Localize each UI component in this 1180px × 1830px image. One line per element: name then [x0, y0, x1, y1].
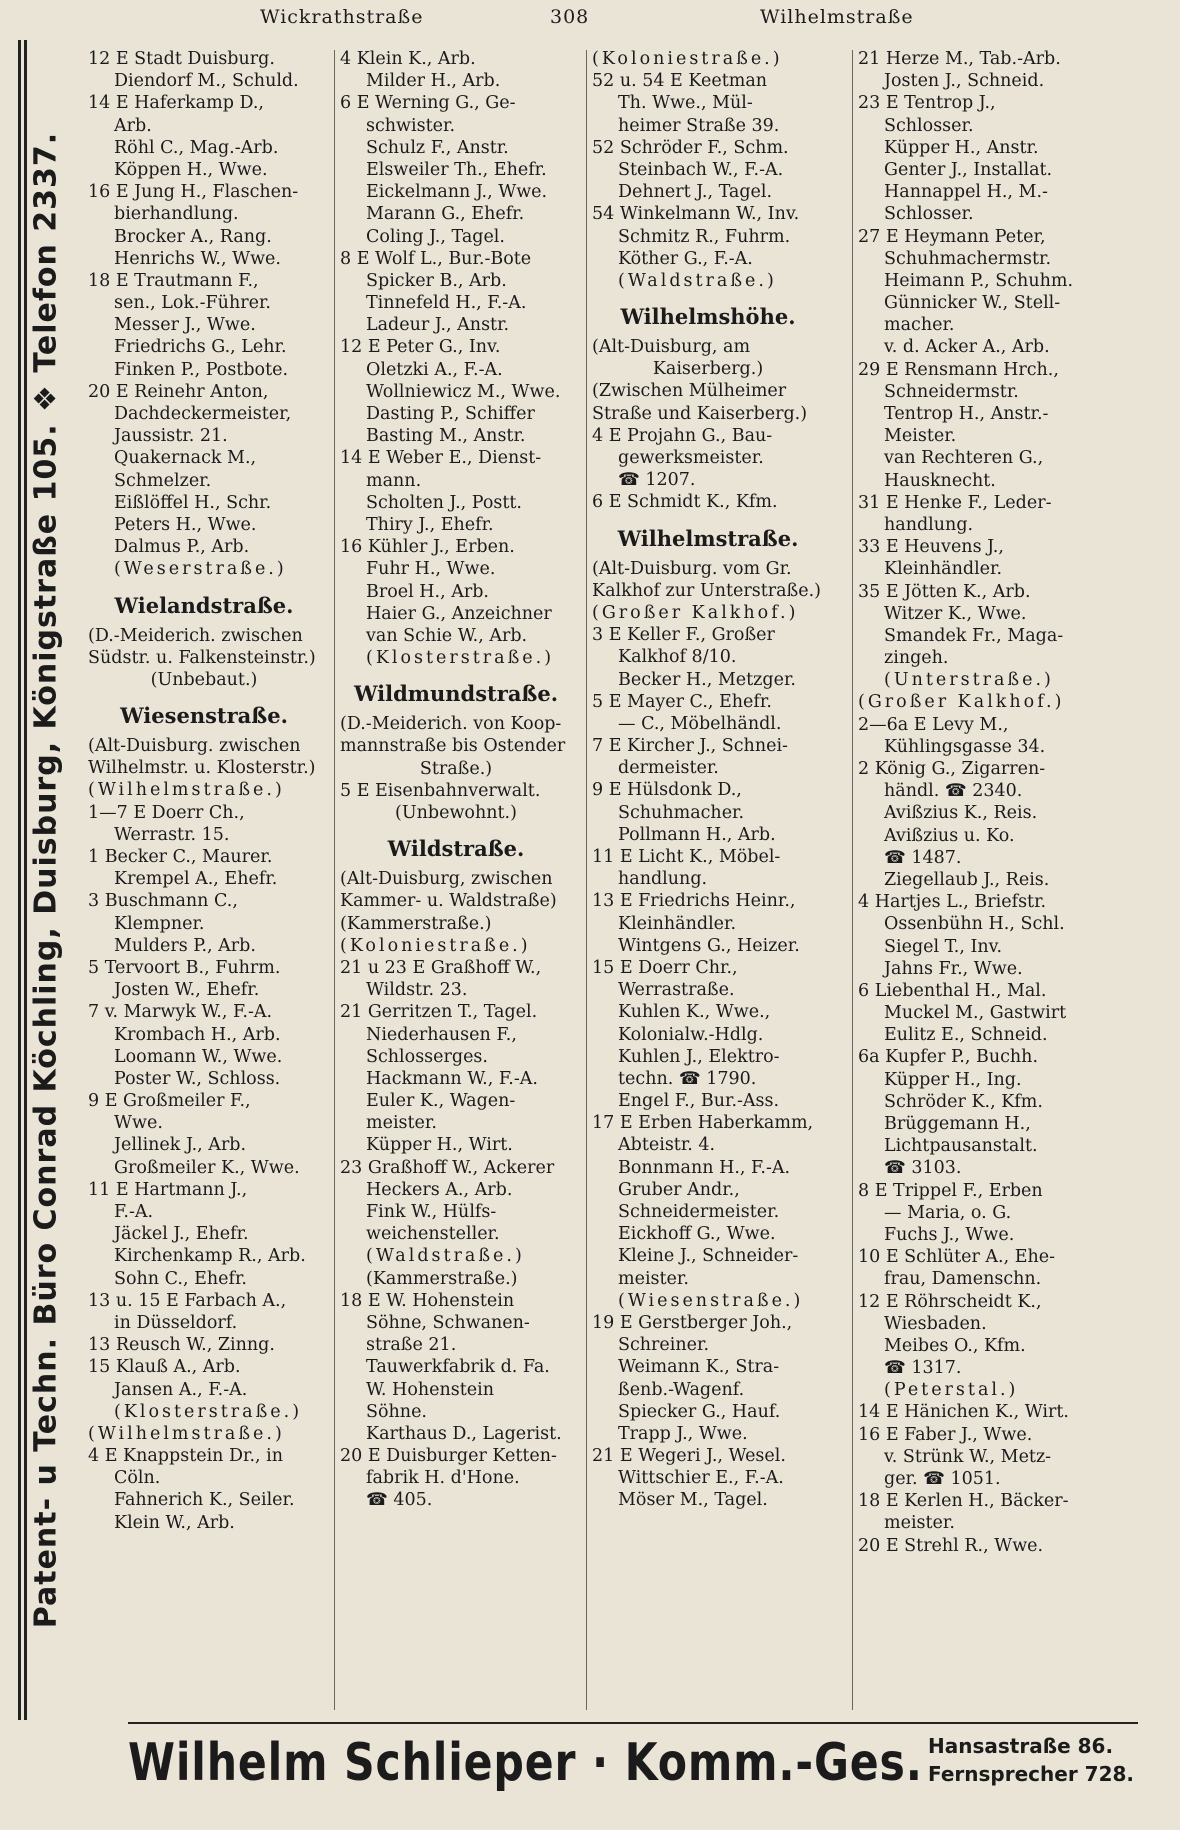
entry-continuation: straße 21.	[366, 1335, 457, 1356]
entry-continuation: Heimann P., Schuhm.	[884, 270, 1074, 291]
entry-continuation: Klempner.	[114, 913, 205, 934]
entry-continuation: Poster W., Schloss.	[114, 1068, 281, 1089]
entry-line: Wilhelmstr. u. Klosterstr.)	[88, 758, 316, 779]
entry-line: 52 u. 54 E Keetman	[592, 71, 768, 92]
entry-continuation: ☎ 405.	[366, 1490, 433, 1511]
entry-continuation: Tinnefeld H., F.-A.	[366, 293, 527, 314]
entry-line: 16 Kühler J., Erben.	[340, 537, 515, 558]
entry-continuation: Oletzki A., F.-A.	[366, 359, 503, 380]
street-heading: Wildmundstraße.	[353, 681, 559, 707]
entry-continuation: macher.	[884, 315, 955, 336]
entry-line: 16 E Faber J., Wwe.	[858, 1424, 1033, 1445]
column-4	[858, 48, 1138, 1557]
entry-continuation: handlung.	[618, 869, 708, 890]
sidebar-advert	[16, 40, 68, 1720]
street-note: Kaiserberg.)	[652, 359, 764, 380]
column-divider	[334, 50, 335, 1710]
entry-continuation: Thiry J., Ehefr.	[366, 514, 494, 535]
entry-continuation: Engel F., Bur.-Ass.	[618, 1091, 780, 1112]
entry-line: 31 E Henke F., Leder-	[858, 492, 1052, 513]
entry-line: 2 König G., Zigarren-	[858, 759, 1046, 779]
column-3	[592, 48, 824, 1512]
entry-continuation: Dalmus P., Arb.	[114, 537, 250, 558]
entry-continuation: Haier G., Anzeichner	[366, 603, 552, 624]
running-header	[60, 6, 1130, 32]
entry-continuation: Spiecker G., Hauf.	[618, 1401, 781, 1422]
entry-continuation: Jahns Fr., Wwe.	[884, 958, 1023, 979]
entry-continuation: Kleine J., Schneider-	[618, 1246, 799, 1267]
entry-continuation: Coling J., Tagel.	[366, 226, 505, 247]
entry-continuation: Diendorf M., Schuld.	[114, 71, 299, 92]
entry-continuation: Kuhlen J., Elektro-	[618, 1046, 780, 1067]
entry-continuation: Schneidermstr.	[884, 381, 1019, 402]
entry-continuation: Ziegellaub J., Reis.	[884, 869, 1050, 890]
entry-continuation: Schuhmachermstr.	[884, 248, 1052, 269]
entry-continuation: Schneidermeister.	[618, 1202, 780, 1222]
entry-continuation: Günnicker W., Stell-	[884, 293, 1061, 314]
entry-continuation: Arb.	[114, 115, 152, 136]
entry-continuation: Messer J., Wwe.	[114, 315, 256, 336]
entry-line: (Alt-Duisburg. zwischen	[88, 736, 301, 757]
header-right: Wilhelmstraße	[760, 6, 914, 28]
entry-line: 35 E Jötten K., Arb.	[858, 581, 1031, 602]
entry-continuation: Witzer K., Wwe.	[884, 603, 1027, 624]
cross-street: (Wilhelmstraße.)	[88, 780, 285, 801]
entry-continuation: Gruber Andr.,	[618, 1179, 740, 1200]
entry-continuation: Friedrichs G., Lehr.	[114, 337, 287, 358]
entry-line: 5 E Mayer C., Ehefr.	[592, 691, 772, 712]
entry-continuation: v. Strünk W., Metz-	[884, 1446, 1052, 1467]
entry-line: (Alt-Duisburg, am	[592, 337, 751, 358]
entry-line: Kalkhof zur Unterstraße.)	[592, 580, 821, 601]
entry-continuation: Jansen A., F.-A.	[114, 1379, 248, 1400]
entry-continuation: Köther G., F.-A.	[618, 248, 753, 269]
entry-continuation: Spicker B., Arb.	[366, 270, 507, 291]
entry-continuation: Genter J., Installat.	[884, 159, 1053, 180]
column-2	[340, 48, 572, 1512]
entry-continuation: Schuhmacher.	[618, 802, 745, 823]
entry-line: 20 E Duisburger Ketten-	[340, 1446, 557, 1467]
entry-continuation: Tentrop H., Anstr.-	[884, 404, 1049, 424]
entry-continuation: Dachdeckermeister,	[114, 404, 292, 424]
entry-continuation: Becker H., Metzger.	[618, 669, 796, 690]
entry-continuation: Avißzius u. Ko.	[884, 825, 1015, 846]
entry-line: 19 E Gerstberger Joh.,	[592, 1312, 793, 1333]
footer-company: Wilhelm Schlieper · Komm.-Ges.	[128, 1733, 923, 1793]
entry-line: 8 E Trippel F., Erben	[858, 1180, 1043, 1201]
entry-continuation: Avißzius K., Reis.	[884, 803, 1038, 824]
entry-continuation: Schmelzer.	[114, 470, 212, 491]
entry-continuation: Hannappel H., M.-	[884, 182, 1048, 203]
street-note: (Unbewohnt.)	[395, 803, 517, 823]
entry-continuation: Küpper H., Ing.	[884, 1069, 1022, 1090]
entry-continuation: Hausknecht.	[884, 470, 996, 491]
entry-line: 12 E Peter G., Inv.	[340, 337, 501, 358]
entry-continuation: weichensteller.	[366, 1224, 500, 1245]
entry-line: 18 E Trautmann F.,	[88, 270, 259, 291]
entry-continuation: sen., Lok.-Führer.	[114, 293, 271, 314]
entry-continuation: v. d. Acker A., Arb.	[884, 337, 1050, 358]
entry-continuation: Eißlöffel H., Schr.	[114, 492, 272, 513]
entry-line: 20 E Reinehr Anton,	[88, 381, 269, 402]
entry-continuation: Niederhausen F.,	[366, 1024, 517, 1045]
entry-continuation: van Schie W., Arb.	[366, 625, 528, 646]
entry-continuation: Kuhlen K., Wwe.,	[618, 1002, 771, 1023]
entry-line: 14 E Hänichen K., Wirt.	[858, 1402, 1069, 1423]
entry-continuation: techn. ☎ 1790.	[618, 1068, 757, 1089]
entry-continuation: Kleinhändler.	[618, 913, 737, 934]
entry-continuation: Meister.	[884, 426, 957, 447]
entry-line: (Alt-Duisburg, zwischen	[340, 869, 553, 890]
entry-continuation: meister.	[366, 1113, 437, 1134]
entry-line: 6 E Schmidt K., Kfm.	[592, 492, 778, 513]
column-divider	[586, 50, 587, 1710]
entry-line: 5 E Eisenbahnverwalt.	[340, 780, 541, 801]
entry-line: 4 E Projahn G., Bau-	[592, 425, 773, 446]
page-number: 308	[550, 6, 590, 28]
entry-continuation: Basting M., Anstr.	[366, 426, 526, 447]
entry-line: 9 E Hülsdonk D.,	[592, 780, 742, 801]
entry-line: 4 Klein K., Arb.	[340, 49, 476, 69]
entry-continuation: Jaussistr. 21.	[114, 426, 228, 447]
entry-continuation: frau, Damenschn.	[884, 1269, 1042, 1290]
entry-line: 6 Liebenthal H., Mal.	[858, 980, 1047, 1001]
column-1	[88, 48, 320, 1534]
cross-street: (Unterstraße.)	[884, 670, 1054, 691]
entry-continuation: Fuhr H., Wwe.	[366, 559, 496, 580]
entry-continuation: bierhandlung.	[114, 204, 239, 225]
entry-line: Kammer- u. Waldstraße)	[340, 891, 557, 912]
cross-street: (Koloniestraße.)	[340, 935, 531, 956]
entry-continuation: Scholten J., Postt.	[366, 492, 522, 513]
entry-line: 1—7 E Doerr Ch.,	[88, 802, 245, 823]
entry-line: 21 Herze M., Tab.-Arb.	[858, 49, 1061, 69]
footer-street: Hansastraße 86.	[928, 1734, 1114, 1758]
entry-line: 1 Becker C., Maurer.	[88, 847, 273, 867]
cross-street: (Klosterstraße.)	[114, 1401, 303, 1422]
entry-line: 18 E Kerlen H., Bäcker-	[858, 1491, 1069, 1512]
entry-line: 11 E Licht K., Möbel-	[592, 847, 781, 867]
entry-continuation: Heckers A., Arb.	[366, 1179, 513, 1200]
entry-line: 29 E Rensmann Hrch.,	[858, 359, 1059, 380]
entry-continuation: Wintgens G., Heizer.	[618, 935, 800, 956]
entry-line: Südstr. u. Falkensteinstr.)	[88, 647, 316, 668]
entry-continuation: Wiesbaden.	[884, 1313, 987, 1334]
entry-line: 4 E Knappstein Dr., in	[88, 1446, 284, 1467]
entry-line: 54 Winkelmann W., Inv.	[592, 204, 800, 225]
entry-line: 3 E Keller F., Großer	[592, 625, 775, 646]
entry-line: 6a Kupfer P., Buchh.	[858, 1047, 1039, 1068]
entry-line: 27 E Heymann Peter,	[858, 226, 1046, 247]
entry-continuation: Schröder K., Kfm.	[884, 1091, 1043, 1112]
entry-continuation: Mulders P., Arb.	[114, 935, 256, 956]
entry-continuation: Peters H., Wwe.	[114, 514, 257, 535]
entry-line: Straße und Kaiserberg.)	[592, 403, 808, 424]
footer-address	[928, 1732, 1134, 1788]
entry-continuation: Abteistr. 4.	[618, 1135, 716, 1156]
entry-continuation: ☎ 1207.	[618, 470, 696, 491]
entry-continuation: van Rechteren G.,	[884, 448, 1044, 469]
entry-continuation: Ossenbühn H., Schl.	[884, 914, 1065, 935]
entry-continuation: Küpper H., Anstr.	[884, 137, 1039, 158]
entry-continuation: ☎ 3103.	[884, 1158, 962, 1179]
entry-continuation: Söhne, Schwanen-	[366, 1312, 530, 1333]
entry-continuation: Milder H., Arb.	[366, 71, 501, 92]
entry-continuation: Eickelmann J., Wwe.	[366, 182, 548, 203]
entry-line: 15 E Doerr Chr.,	[592, 957, 738, 978]
cross-street: (Großer Kalkhof.)	[858, 692, 1065, 713]
entry-continuation: Elsweiler Th., Ehefr.	[366, 159, 547, 180]
entry-continuation: Jäckel J., Ehefr.	[114, 1224, 249, 1245]
street-heading: Wilhelmstraße.	[617, 525, 799, 551]
entry-continuation: Küpper H., Wirt.	[366, 1135, 513, 1156]
cross-street: (Großer Kalkhof.)	[592, 602, 799, 623]
entry-continuation: Henrichs W., Wwe.	[114, 248, 281, 269]
column-divider	[852, 50, 853, 1710]
entry-line: 14 E Weber E., Dienst-	[340, 448, 542, 469]
entry-line: 8 E Wolf L., Bur.-Bote	[340, 248, 532, 269]
street-note: (Unbebaut.)	[150, 669, 258, 690]
entry-continuation: — Maria, o. G.	[884, 1202, 1012, 1223]
entry-continuation: Cöln.	[114, 1468, 161, 1489]
footer-phone: Fernsprecher 728.	[928, 1762, 1134, 1786]
entry-continuation: Dehnert J., Tagel.	[618, 182, 773, 203]
entry-line: 13 u. 15 E Farbach A.,	[88, 1290, 287, 1311]
entry-line: 52 Schröder F., Schm.	[592, 137, 789, 158]
entry-line: 4 Hartjes L., Briefstr.	[858, 892, 1047, 913]
entry-continuation: Klein W., Arb.	[114, 1512, 235, 1533]
entry-continuation: ☎ 1487.	[884, 847, 962, 868]
entry-continuation: Wollniewicz M., Wwe.	[366, 381, 561, 402]
entry-line: 13 Reusch W., Zinng.	[88, 1335, 275, 1356]
entry-continuation: Euler K., Wagen-	[366, 1091, 516, 1112]
entry-continuation: Weimann K., Stra-	[618, 1357, 780, 1378]
entry-continuation: W. Hohenstein	[366, 1379, 494, 1400]
entry-line: 20 E Strehl R., Wwe.	[858, 1535, 1044, 1556]
entry-line: (D.-Meiderich. zwischen	[88, 625, 303, 646]
entry-line: 17 E Erben Haberkamm,	[592, 1113, 814, 1134]
entry-continuation: Pollmann H., Arb.	[618, 824, 776, 845]
entry-continuation: Wildstr. 23.	[366, 980, 468, 1001]
entry-continuation: Meibes O., Kfm.	[884, 1335, 1026, 1356]
entry-continuation: Eulitz E., Schneid.	[884, 1025, 1048, 1046]
entry-continuation: Broel H., Arb.	[366, 581, 489, 602]
entry-continuation: Smandek Fr., Maga-	[884, 625, 1064, 646]
entry-continuation: Kolonialw.-Hdlg.	[618, 1024, 764, 1045]
entry-continuation: Josten J., Schneid.	[884, 71, 1045, 92]
entry-line: 12 E Stadt Duisburg.	[88, 49, 275, 69]
entry-continuation: Möser M., Tagel.	[618, 1490, 768, 1511]
cross-street: (Klosterstraße.)	[366, 648, 555, 669]
sidebar-rule	[18, 40, 21, 1720]
entry-continuation: Muckel M., Gastwirt	[884, 1003, 1067, 1024]
entry-continuation: Großmeiler K., Wwe.	[114, 1157, 300, 1178]
entry-continuation: F.-A.	[114, 1202, 154, 1222]
entry-continuation: Siegel T., Inv.	[884, 936, 1003, 957]
cross-street: (Waldstraße.)	[366, 1246, 525, 1267]
entry-continuation: Wittschier E., F.-A.	[618, 1468, 784, 1489]
entry-continuation: Bonnmann H., F.-A.	[618, 1157, 791, 1178]
entry-continuation: in Düsseldorf.	[114, 1312, 238, 1333]
entry-continuation: Eickhoff G., Wwe.	[618, 1224, 776, 1245]
entry-continuation: Schreiner.	[618, 1335, 710, 1356]
entry-continuation: Loomann W., Wwe.	[114, 1046, 283, 1067]
entry-continuation: Kalkhof 8/10.	[618, 647, 737, 668]
entry-line: 23 Graßhoff W., Ackerer	[340, 1157, 555, 1178]
entry-line: 5 Tervoort B., Fuhrm.	[88, 957, 281, 978]
header-left: Wickrathstraße	[260, 6, 424, 28]
entry-continuation: ☎ 1317.	[884, 1358, 962, 1379]
entry-line: 33 E Heuvens J.,	[858, 537, 1004, 558]
entry-line: 15 Klauß A., Arb.	[88, 1357, 241, 1378]
entry-continuation: Trapp J., Wwe.	[618, 1423, 748, 1444]
entry-line: 11 E Hartmann J.,	[88, 1179, 248, 1200]
entry-continuation: handlung.	[884, 514, 974, 535]
entry-line: (Kammerstraße.)	[340, 913, 492, 934]
sidebar-rule	[24, 40, 27, 1720]
entry-continuation: Kühlingsgasse 34.	[884, 736, 1046, 757]
entry-continuation: zingeh.	[884, 648, 949, 669]
entry-line: 12 E Röhrscheidt K.,	[858, 1291, 1042, 1312]
entry-continuation: Steinbach W., F.-A.	[618, 159, 784, 180]
entry-continuation: fabrik H. d'Hone.	[366, 1468, 520, 1489]
entry-continuation: Marann G., Ehefr.	[366, 204, 525, 225]
entry-continuation: Schlosser.	[884, 115, 974, 136]
entry-line: (Alt-Duisburg. vom Gr.	[592, 558, 792, 579]
entry-continuation: Fink W., Hülfs-	[366, 1202, 497, 1222]
street-heading: Wilhelmshöhe.	[620, 304, 796, 330]
entry-continuation: Josten W., Ehefr.	[114, 980, 260, 1001]
cross-street: (Koloniestraße.)	[592, 49, 783, 69]
entry-continuation: Krombach H., Arb.	[114, 1024, 281, 1045]
street-heading: Wiesenstraße.	[120, 703, 288, 729]
entry-line: 7 E Kircher J., Schnei-	[592, 736, 788, 757]
entry-continuation: Finken P., Postbote.	[114, 359, 289, 380]
entry-continuation: Jellinek J., Arb.	[114, 1135, 247, 1156]
entry-line: 13 E Friedrichs Heinr.,	[592, 891, 796, 912]
entry-line: 3 Buschmann C.,	[88, 891, 238, 912]
entry-continuation: ßenb.-Wagenf.	[618, 1379, 745, 1400]
entry-continuation: schwister.	[366, 115, 456, 136]
entry-continuation: Tauwerkfabrik d. Fa.	[366, 1357, 550, 1378]
entry-continuation: Röhl C., Mag.-Arb.	[114, 137, 279, 158]
entry-line: 2—6a E Levy M.,	[858, 714, 1009, 735]
entry-continuation: Schlosserges.	[366, 1046, 488, 1067]
entry-continuation: Lichtpausanstalt.	[884, 1136, 1038, 1157]
cross-street: (Wiesenstraße.)	[618, 1290, 804, 1311]
entry-continuation: Kleinhändler.	[884, 559, 1003, 580]
footer-advert	[128, 1722, 1138, 1804]
street-heading: Wielandstraße.	[114, 592, 294, 618]
entry-continuation: Schmitz R., Fuhrm.	[618, 226, 791, 247]
entry-continuation: Wwe.	[114, 1113, 163, 1134]
entry-continuation: Dasting P., Schiffer	[366, 404, 535, 424]
entry-continuation: mann.	[366, 470, 422, 491]
entry-line: 9 E Großmeiler F.,	[88, 1091, 251, 1112]
entry-continuation: Kirchenkamp R., Arb.	[114, 1246, 306, 1267]
entry-continuation: Schlosser.	[884, 204, 974, 225]
entry-line: 18 E W. Hohenstein	[340, 1290, 515, 1311]
cross-street: (Weserstraße.)	[114, 559, 287, 580]
cross-street: (Wilhelmstraße.)	[88, 1423, 285, 1444]
street-note: Straße.)	[419, 758, 493, 779]
cross-street: (Peterstal.)	[884, 1380, 1019, 1401]
entry-continuation: Th. Wwe., Mül-	[618, 93, 753, 114]
cross-street: (Waldstraße.)	[618, 270, 777, 291]
entry-continuation: Krempel A., Ehefr.	[114, 869, 278, 890]
entry-continuation: — C., Möbelhändl.	[618, 713, 782, 734]
entry-continuation: Brüggemann H.,	[884, 1114, 1031, 1134]
entry-line: 10 E Schlüter A., Ehe-	[858, 1247, 1056, 1268]
entry-line: (D.-Meiderich. von Koop-	[340, 714, 562, 735]
entry-continuation: (Kammerstraße.)	[366, 1268, 518, 1289]
entry-line: 6 E Werning G., Ge-	[340, 93, 516, 114]
entry-continuation: Werrastr. 15.	[114, 824, 230, 845]
entry-continuation: gewerksmeister.	[618, 448, 764, 468]
entry-line: 16 E Jung H., Flaschen-	[88, 182, 299, 203]
entry-line: 21 u 23 E Graßhoff W.,	[340, 957, 542, 978]
entry-continuation: meister.	[884, 1513, 955, 1534]
entry-continuation: Fuchs J., Wwe.	[884, 1224, 1015, 1245]
entry-continuation: Söhne.	[366, 1401, 427, 1422]
entry-continuation: ger. ☎ 1051.	[884, 1469, 1001, 1489]
entry-line: (Zwischen Mülheimer	[592, 381, 787, 402]
entry-continuation: Sohn C., Ehefr.	[114, 1268, 247, 1289]
sidebar-advert-text: Patent- u Techn. Büro Conrad Köchling, Duisburg, Königstraße 105. ❖ Telefon 2337.	[28, 131, 64, 1629]
entry-continuation: Karthaus D., Lagerist.	[366, 1423, 562, 1444]
entry-line: 21 E Wegeri J., Wesel.	[592, 1446, 786, 1467]
entry-continuation: Quakernack M.,	[114, 448, 257, 469]
entry-continuation: Brocker A., Rang.	[114, 226, 272, 247]
entry-continuation: Schulz F., Anstr.	[366, 137, 509, 158]
entry-continuation: Köppen H., Wwe.	[114, 159, 268, 180]
entry-continuation: Ladeur J., Anstr.	[366, 315, 510, 336]
street-heading: Wildstraße.	[387, 836, 525, 862]
entry-line: 14 E Haferkamp D.,	[88, 93, 264, 114]
entry-continuation: heimer Straße 39.	[618, 115, 780, 136]
entry-line: mannstraße bis Ostender	[340, 736, 566, 757]
entry-continuation: meister.	[618, 1268, 689, 1289]
entry-line: 7 v. Marwyk W., F.-A.	[88, 1002, 273, 1023]
entry-continuation: Hackmann W., F.-A.	[366, 1068, 538, 1089]
entry-line: 21 Gerritzen T., Tagel.	[340, 1002, 538, 1023]
entry-continuation: Werrastraße.	[618, 980, 735, 1001]
entry-continuation: dermeister.	[618, 758, 719, 779]
entry-continuation: händl. ☎ 2340.	[884, 781, 1023, 802]
entry-line: 23 E Tentrop J.,	[858, 93, 996, 114]
entry-continuation: Fahnerich K., Seiler.	[114, 1490, 295, 1511]
